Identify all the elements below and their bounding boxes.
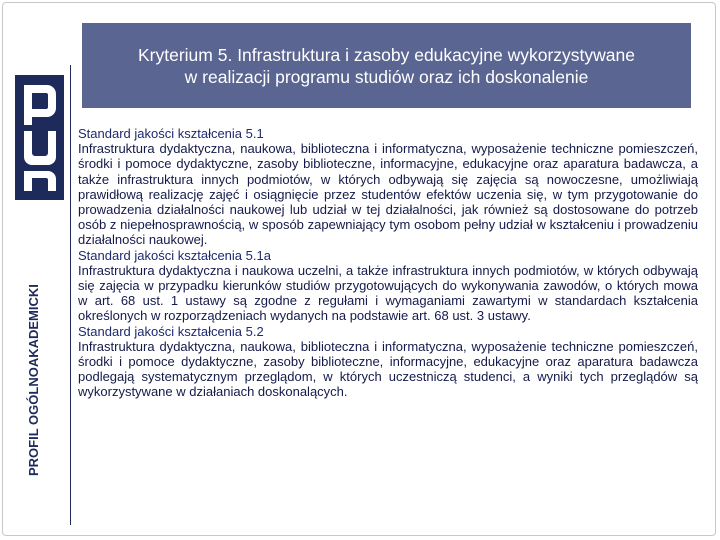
title-line-2: w realizacji programu studiów oraz ich doskonalenie bbox=[184, 66, 589, 87]
standard-body: Infrastruktura dydaktyczna, naukowa, biblioteczna i informatyczna, wyposażenie techniczne pomieszczeń, środki i pomoce dydaktyczne, zasoby biblioteczne, informacyjne, edukacyjne oraz aparatura badawcza, a także infrastruktura innych podmiotów, w których odbywają się zajęcia są nowoczesne, umożliwiają prawidłową realizację zajęć i osiągnięcie przez studentów efektów uczenia się, w tym przygotowanie do prowadzenia działalności naukowej lub udział w tej działalności, jak również są dostosowane do potrzeb osób z niepełnosprawnością, w sposób zapewniający tym osobom pełny udział w kształceniu i prowadzeniu działalności naukowej. bbox=[78, 141, 698, 248]
standard-body: Infrastruktura dydaktyczna i naukowa uczelni, a także infrastruktura innych podmiotów, w których odbywają się zajęcia w przypadku kierunków studiów przygotowujących do wykonywania zawodów, o których mowa w art. 68 ust. 1 ustawy są zgodne z regułami i wymaganiami zawartymi w standardach kształcenia określonych w rozporządzeniach wydanych na podstawie art. 68 ust. 3 ustawy. bbox=[78, 262, 698, 324]
pka-logo-icon bbox=[15, 75, 64, 200]
standard-heading: Standard jakości kształcenia 5.1a bbox=[78, 247, 271, 263]
title-banner bbox=[82, 23, 691, 108]
title-line-1: Kryterium 5. Infrastruktura i zasoby edukacyjne wykorzystywane bbox=[138, 44, 635, 65]
sidebar-profile-label: PROFIL OGÓLNOAKADEMICKI bbox=[26, 284, 41, 476]
standard-heading: Standard jakości kształcenia 5.1 bbox=[78, 126, 264, 141]
pka-logo bbox=[15, 75, 64, 200]
standards-content bbox=[78, 126, 698, 400]
standard-body: Infrastruktura dydaktyczna, naukowa, biblioteczna i informatyczna, wyposażenie techniczne pomieszczeń, środki i pomoce dydaktyczne, zasoby biblioteczne, informacyjne, edukacyjne oraz aparatura badawcza podlegają systematycznym przeglądom, w których uczestniczą studenci, a wyniki tych przeglądów są wykorzystywane w działaniach doskonalących. bbox=[78, 338, 698, 400]
page-title bbox=[128, 44, 645, 88]
standard-heading: Standard jakości kształcenia 5.2 bbox=[78, 323, 264, 339]
vertical-divider bbox=[70, 65, 71, 525]
